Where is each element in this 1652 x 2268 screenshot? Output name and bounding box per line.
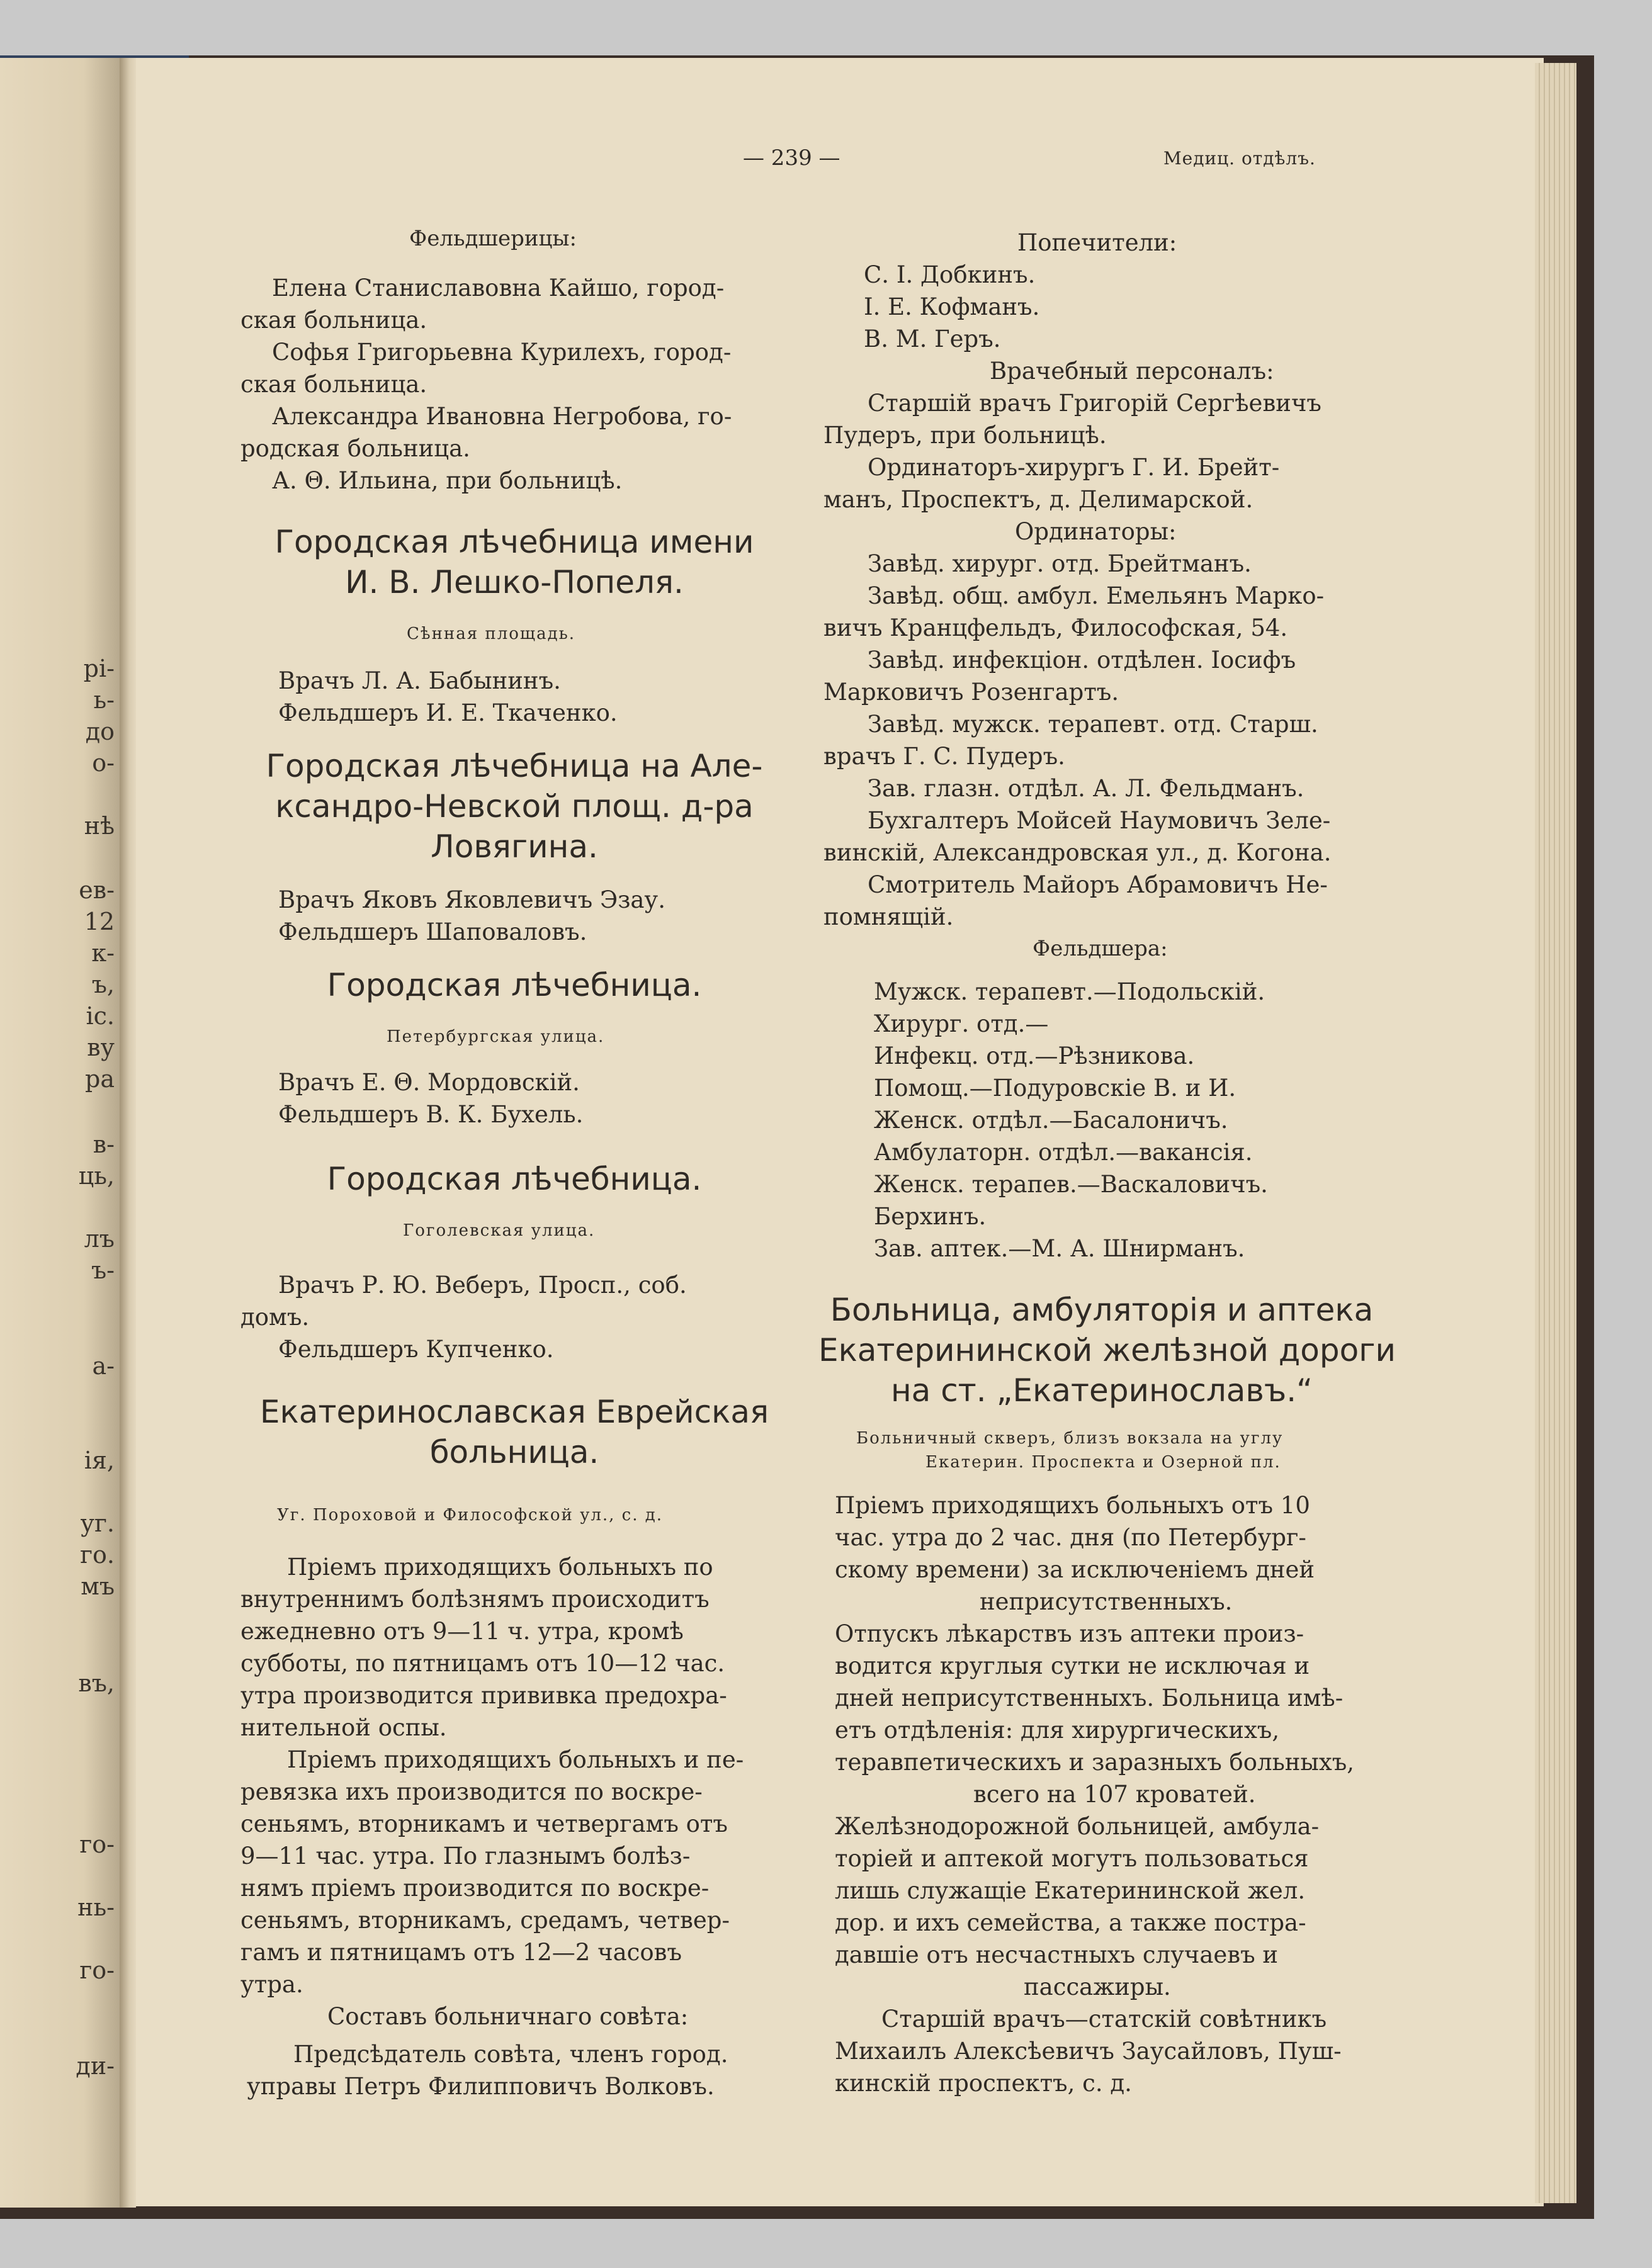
text-line: Ординаторъ-хирургъ Г. И. Брейт- bbox=[868, 454, 1280, 481]
margin-fragment: к- bbox=[91, 939, 115, 967]
section-title: Городская лѣчебница имени bbox=[274, 524, 754, 560]
text-line: Берхинъ. bbox=[874, 1203, 987, 1230]
section-title: больница. bbox=[429, 1434, 599, 1470]
text-line: Михаилъ Алексѣевичъ Заусайловъ, Пуш- bbox=[835, 2038, 1342, 2065]
page-edges bbox=[1535, 63, 1576, 2203]
text-line: внутреннимъ болѣзнямъ происходитъ bbox=[240, 1586, 710, 1613]
margin-fragment: въ, bbox=[78, 1669, 115, 1697]
section-title: Городская лѣчебница. bbox=[327, 967, 702, 1003]
text-line: дор. и ихъ семейства, а также постра- bbox=[835, 1909, 1306, 1936]
text-line: управы Петръ Филипповичъ Волковъ. bbox=[247, 2073, 715, 2100]
text-line: Мужск. терапевт.—Подольскій. bbox=[874, 978, 1265, 1005]
text-line: пассажиры. bbox=[1024, 1973, 1171, 2000]
text-line: теравпетическихъ и заразныхъ больныхъ, bbox=[835, 1749, 1355, 1776]
text-line: ревязка ихъ производится по воскре- bbox=[240, 1778, 703, 1805]
text-line: Пріемъ приходящихъ больныхъ и пе- bbox=[287, 1746, 744, 1773]
text-line: врачъ Г. С. Пудеръ. bbox=[823, 743, 1065, 770]
feldsherits-heading: Фельдшерицы: bbox=[409, 226, 577, 251]
margin-fragment: в- bbox=[93, 1131, 115, 1158]
text-line: час. утра до 2 час. дня (по Петербург- bbox=[835, 1524, 1306, 1551]
ordinators-heading: Ординаторы: bbox=[1015, 518, 1177, 545]
text-line: манъ, Проспектъ, д. Делимарской. bbox=[823, 486, 1253, 513]
text-line: Зав. аптек.—М. А. Шнирманъ. bbox=[874, 1235, 1245, 1262]
text-line: Амбулаторн. отдѣл.—вакансія. bbox=[874, 1139, 1253, 1166]
margin-fragment: 12 bbox=[84, 908, 115, 935]
text-line: Фельдшеръ В. К. Бухель. bbox=[278, 1101, 584, 1128]
text-line: дней неприсутственныхъ. Больница имѣ- bbox=[835, 1684, 1344, 1712]
text-line: В. М. Геръ. bbox=[864, 325, 1001, 353]
text-line: Марковичъ Розенгартъ. bbox=[823, 679, 1119, 706]
margin-fragment: ра bbox=[85, 1065, 115, 1093]
section-title: Екатеринославская Еврейская bbox=[259, 1394, 769, 1430]
text-line: 9—11 час. утра. По глазнымъ болѣз- bbox=[240, 1842, 691, 1870]
text-line: всего на 107 кроватей. bbox=[973, 1781, 1256, 1808]
text-line: Пріемъ приходящихъ больныхъ отъ 10 bbox=[835, 1492, 1310, 1519]
text-line: Женск. терапев.—Васкаловичъ. bbox=[874, 1171, 1268, 1198]
text-line: Завѣд. общ. амбул. Емельянъ Марко- bbox=[868, 582, 1325, 609]
page-number: — 239 — bbox=[743, 145, 840, 171]
address: Уг. Пороховой и Философской ул., с. д. bbox=[277, 1506, 664, 1525]
text-line: винскій, Александровская ул., д. Когона. bbox=[823, 839, 1332, 866]
section-title: Больница, амбуляторія и аптека bbox=[830, 1292, 1374, 1328]
text-line: Инфекц. отд.—Рѣзникова. bbox=[874, 1042, 1195, 1069]
text-line: Завѣд. мужск. терапевт. отд. Старш. bbox=[868, 711, 1318, 738]
text-line: Врачъ Р. Ю. Веберъ, Просп., соб. bbox=[278, 1272, 687, 1299]
text-line: помнящій. bbox=[823, 903, 954, 930]
text-line: Предсѣдатель совѣта, членъ город. bbox=[293, 2041, 728, 2068]
address: Сѣнная площадь. bbox=[407, 624, 575, 643]
address: Екатерин. Проспекта и Озерной пл. bbox=[925, 1453, 1281, 1472]
text-line: ская больница. bbox=[240, 307, 427, 334]
text-line: Хирург. отд.— bbox=[874, 1010, 1049, 1037]
section-title: И. В. Лешко-Попеля. bbox=[345, 564, 684, 601]
margin-fragment: ъ- bbox=[91, 1256, 115, 1284]
medical-heading: Врачебный персоналъ: bbox=[990, 358, 1274, 385]
text-line: неприсутственныхъ. bbox=[980, 1588, 1233, 1615]
text-line: Старшій врачъ Григорій Сергѣевичъ bbox=[868, 390, 1321, 417]
feldshers-heading: Фельдшера: bbox=[1032, 936, 1168, 961]
text-line: Врачъ Е. Θ. Мордовскій. bbox=[278, 1069, 580, 1096]
text-line: утра. bbox=[240, 1971, 303, 1998]
section-title: на ст. „Екатеринославъ.“ bbox=[890, 1372, 1313, 1409]
text-line: Фельдшеръ Купченко. bbox=[278, 1336, 554, 1363]
section-title: Екатерининской желѣзной дороги bbox=[818, 1332, 1396, 1368]
text-line: Фельдшеръ Шаповаловъ. bbox=[278, 918, 587, 945]
text-line: сеньямъ, вторникамъ и четвергамъ отъ bbox=[240, 1810, 728, 1837]
margin-fragment: до bbox=[85, 718, 115, 745]
text-line: Софья Григорьевна Курилехъ, город- bbox=[272, 339, 732, 366]
text-line: домъ. bbox=[240, 1304, 310, 1331]
text-line: Фельдшеръ И. Е. Ткаченко. bbox=[278, 699, 618, 726]
text-line: Пудеръ, при больницѣ. bbox=[823, 422, 1107, 449]
address: Гоголевская улица. bbox=[403, 1221, 596, 1240]
margin-fragment: іс. bbox=[86, 1002, 115, 1030]
margin-fragment: го- bbox=[79, 1956, 115, 1984]
section-title: Городская лѣчебница. bbox=[327, 1161, 702, 1197]
margin-fragment: ву bbox=[87, 1034, 115, 1061]
text-line: С. І. Добкинъ. bbox=[864, 261, 1036, 288]
text-line: нямъ пріемъ производится по воскре- bbox=[240, 1875, 710, 1902]
text-line: Старшій врачъ—статскій совѣтникъ bbox=[881, 2006, 1327, 2033]
text-line: Завѣд. инфекціон. отдѣлен. Іосифъ bbox=[868, 646, 1296, 674]
text-line: Елена Станиславовна Кайшо, город- bbox=[272, 274, 725, 302]
trustees-heading: Попечители: bbox=[1017, 229, 1177, 256]
text-line: Зав. глазн. отдѣл. А. Л. Фельдманъ. bbox=[868, 775, 1304, 802]
section-title: Городская лѣчебница на Але- bbox=[266, 748, 763, 784]
council-heading: Составъ больничнаго совѣта: bbox=[327, 2003, 689, 2030]
margin-fragment: го. bbox=[80, 1541, 115, 1569]
running-title: Медиц. отдѣлъ. bbox=[1163, 148, 1316, 169]
text-line: Завѣд. хирург. отд. Брейтманъ. bbox=[868, 550, 1252, 577]
text-line: гамъ и пятницамъ отъ 12—2 часовъ bbox=[240, 1939, 682, 1966]
margin-fragment: нь- bbox=[77, 1893, 115, 1921]
text-line: утра производится прививка предохра- bbox=[240, 1682, 727, 1709]
text-line: кинскій проспектъ, с. д. bbox=[835, 2070, 1132, 2097]
text-line: Женск. отдѣл.—Басалоничъ. bbox=[874, 1107, 1228, 1134]
address: Петербургская улица. bbox=[387, 1027, 605, 1046]
margin-fragment: а- bbox=[92, 1352, 115, 1380]
margin-fragment: ъ, bbox=[91, 971, 115, 998]
text-line: субботы, по пятницамъ отъ 10—12 час. bbox=[240, 1650, 725, 1677]
text-line: ская больница. bbox=[240, 371, 427, 398]
text-line: родская больница. bbox=[240, 435, 470, 462]
text-line: А. Θ. Ильина, при больницѣ. bbox=[272, 467, 623, 494]
margin-fragment: ць, bbox=[78, 1162, 115, 1190]
book-spine bbox=[120, 58, 136, 2208]
text-line: Пріемъ приходящихъ больныхъ по bbox=[287, 1554, 713, 1581]
margin-fragment: ди- bbox=[76, 2052, 115, 2080]
address: Больничный скверъ, близъ вокзала на углу bbox=[856, 1429, 1284, 1448]
section-title: ксандро-Невской площ. д-ра bbox=[275, 788, 754, 825]
margin-fragment: рі- bbox=[83, 655, 115, 682]
text-line: Помощ.—Подуровскіе В. и И. bbox=[874, 1075, 1236, 1102]
text-line: торіей и аптекой могутъ пользоваться bbox=[835, 1845, 1309, 1872]
margin-fragment: мъ bbox=[81, 1572, 115, 1600]
margin-fragment: ев- bbox=[79, 876, 115, 904]
text-line: нительной оспы. bbox=[240, 1714, 447, 1741]
text-line: водится круглыя сутки не исключая и bbox=[835, 1652, 1310, 1679]
margin-fragment: нѣ bbox=[84, 812, 115, 840]
margin-fragment: ь- bbox=[93, 686, 115, 714]
text-line: Отпускъ лѣкарствъ изъ аптеки произ- bbox=[835, 1620, 1304, 1647]
text-line: сеньямъ, вторникамъ, средамъ, четвер- bbox=[240, 1907, 730, 1934]
text-line: Смотритель Майоръ Абрамовичъ Не- bbox=[868, 871, 1328, 898]
text-line: Александра Ивановна Негробова, го- bbox=[272, 403, 732, 430]
section-title: Ловягина. bbox=[431, 828, 598, 865]
text-line: етъ отдѣленія: для хирургическихъ, bbox=[835, 1717, 1280, 1744]
text-line: Врачъ Л. А. Бабынинъ. bbox=[278, 667, 561, 694]
text-line: І. Е. Кофманъ. bbox=[864, 293, 1040, 320]
text-line: лишь служащіе Екатерининской жел. bbox=[835, 1877, 1306, 1904]
margin-fragment: о- bbox=[92, 749, 115, 777]
text-line: скому времени) за исключеніемъ дней bbox=[835, 1556, 1315, 1583]
text-line: Желѣзнодорожной больницей, амбула- bbox=[835, 1813, 1320, 1840]
text-line: вичъ Кранцфельдъ, Философская, 54. bbox=[823, 614, 1288, 641]
text-line: Бухгалтеръ Мойсей Наумовичъ Зеле- bbox=[868, 807, 1331, 834]
left-page-edge bbox=[0, 58, 120, 2208]
margin-fragment: ія, bbox=[84, 1447, 115, 1474]
text-line: давшіе отъ несчастныхъ случаевъ и bbox=[835, 1941, 1279, 1968]
margin-fragment: лъ bbox=[84, 1225, 115, 1253]
text-line: Врачъ Яковъ Яковлевичъ Эзау. bbox=[278, 886, 665, 913]
margin-fragment: уг. bbox=[80, 1509, 115, 1537]
margin-fragment: го- bbox=[79, 1831, 115, 1858]
text-line: ежедневно отъ 9—11 ч. утра, кромѣ bbox=[240, 1618, 684, 1645]
